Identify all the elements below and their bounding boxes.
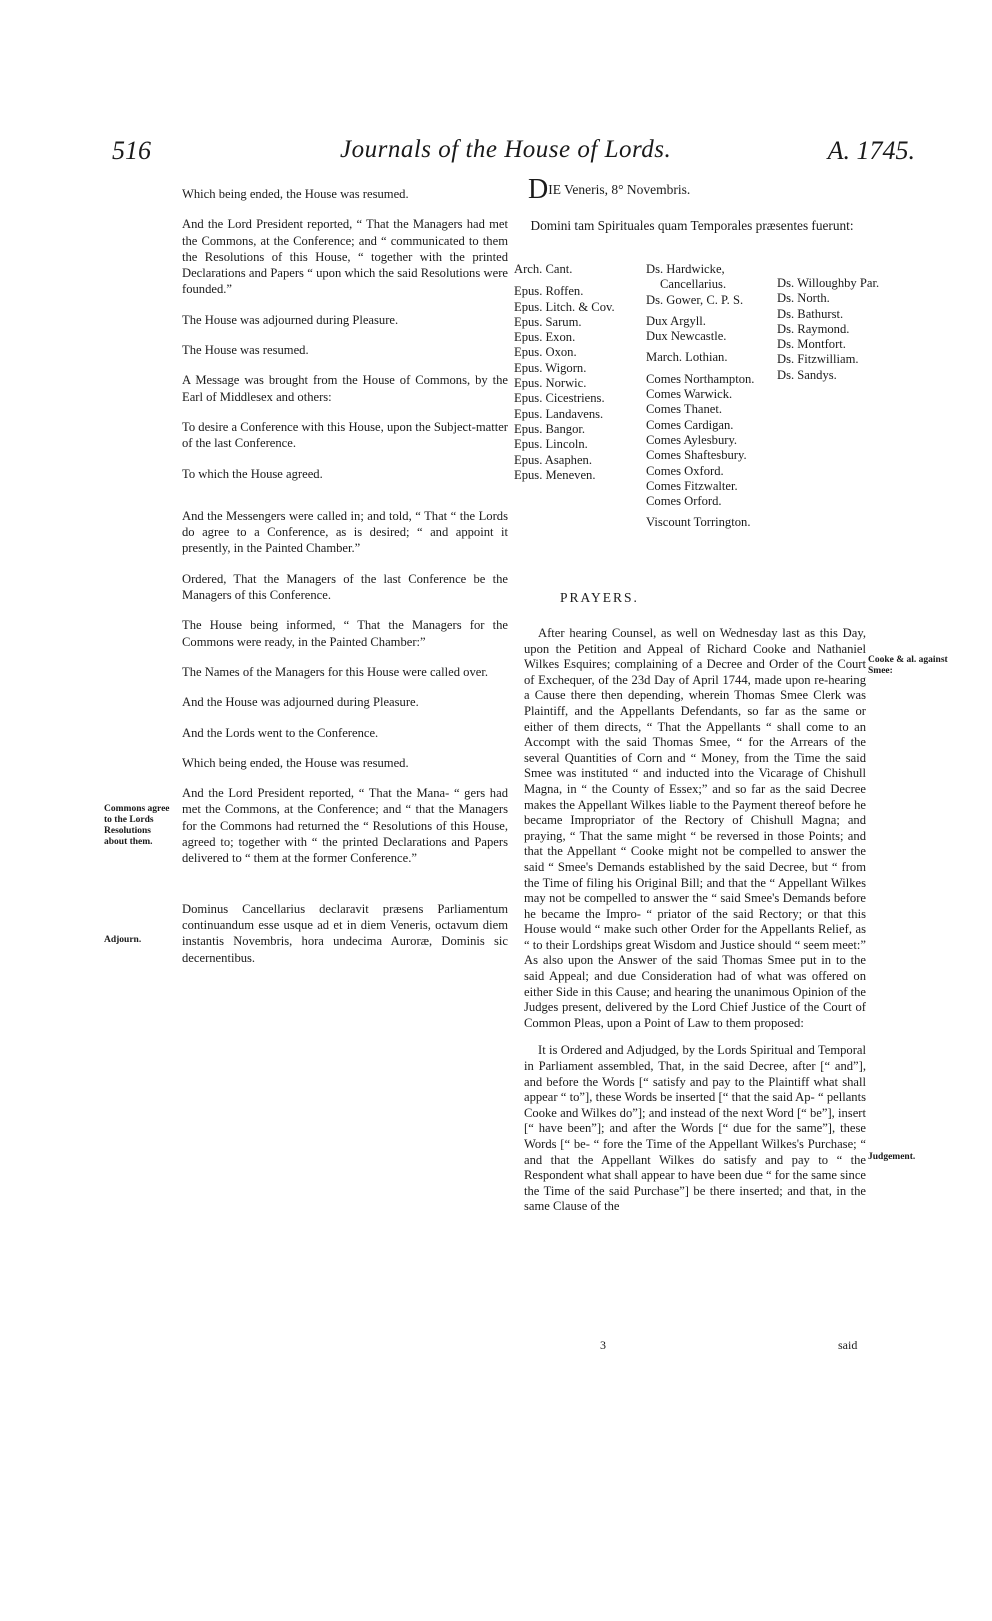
- margin-note-judgement: Judgement.: [868, 1152, 916, 1162]
- left-paragraph: A Message was brought from the House of Commons, by the Earl of Middlesex and others:: [182, 373, 508, 404]
- left-paragraph: The House was resumed.: [182, 343, 309, 358]
- lord-entry: Epus. Norwic.: [514, 376, 587, 391]
- lord-entry: Viscount Torrington.: [646, 515, 751, 530]
- left-paragraph: Dominus Cancellarius declaravit præsens Parliamentum continuandum esse usque ad et in diem Veneris, octavum diem instantis Novembris, hora undecima Auroræ, Dominis sic decernentibus.: [182, 901, 508, 965]
- left-paragraph: To desire a Conference with this House, upon the Subject-matter of the last Conference.: [182, 419, 508, 451]
- lord-entry: Comes Warwick.: [646, 387, 733, 402]
- left-paragraph: Which being ended, the House was resumed.: [182, 755, 409, 770]
- lord-entry: Epus. Landavens.: [514, 406, 604, 421]
- lord-entry: Ds. North.: [777, 291, 830, 306]
- margin-note-cooke: Cooke & al. against Smee:: [868, 655, 948, 676]
- left-paragraph: Which being ended, the House was resumed.: [182, 187, 409, 201]
- catchword: said: [838, 1338, 858, 1352]
- date-dropcap: D: [528, 174, 549, 205]
- right-column-body: [524, 626, 866, 1227]
- lord-entry: Epus. Lincoln.: [514, 437, 588, 452]
- lord-entry: Comes Shaftesbury.: [646, 448, 747, 463]
- lord-entry: Comes Orford.: [646, 494, 722, 509]
- left-paragraph: And the Messengers were called in; and told, “ That “ the Lords do agree to a Conference, as is desired; “ and appoint it presently, in the Painted Chamber.”: [182, 508, 508, 556]
- left-column: [182, 186, 508, 980]
- left-paragraph: And the Lord President reported, “ That the Managers had met the Commons, at the Conference; and “ communicated to them the Resolutions of this House, “ together with the printed Declarations and Papers “ upon which the said Resolutions were founded.”: [182, 217, 508, 297]
- margin-note-commons: Commons agree to the Lords Resolutions about them.: [104, 804, 170, 847]
- running-header: [100, 136, 915, 176]
- lord-entry: Epus. Asaphen.: [514, 452, 593, 467]
- lord-entry: Dux Argyll.: [646, 313, 706, 328]
- lord-entry: Epus. Roffen.: [514, 284, 584, 299]
- left-paragraph: And the Lord President reported, “ That the Mana- “ gers had met the Commons, at the Conference; and “ that the Managers for the Commons had returned the “ Resolutions of this House, agreed to; together with “ the printed Declarations and Papers delivered to “ them at the former Conference.”: [182, 786, 508, 866]
- left-paragraph: To which the House agreed.: [182, 466, 323, 481]
- lord-entry: Epus. Litch. & Cov.: [514, 299, 615, 314]
- lord-entry: March. Lothian.: [646, 350, 728, 365]
- appeal-paragraph: After hearing Counsel, as well on Wednesday last as this Day, upon the Petition and Appeal of Richard Cooke and Nathaniel Wilkes Esquires; complaining of a Decree and Order of the Court of Exchequer, of the 23d Day of April 1744, made upon re-hearing a Cause there then depending, wherein Thomas Smee Clerk was Plaintiff, and the Appellants Defendants, so far as the same or either of them directs, “ That the Appellants “ shall come to an Accompt with the said Thomas Smee, “ for the Arrears of the several Quantities of Corn and “ Money, from the Time the said Smee was instituted “ and inducted into the Vicarage of Chishull Magna, in “ the County of Essex;” and so far as the said Decree makes the Appellant Wilkes liable to the Payment thereof before he became Impropriator of the Rectory of Chishull Magna; and praying, “ That the same might “ be reversed in those Points; and that the Appellant “ Cooke might not be compelled to answer the said “ Smee's Demands established by the said Decree, but “ from the Time of filing his Original Bill; and that the “ Appellant Wilkes may not be compelled to answer the “ said Smee's Demands before he became the Impro- “ priator of the said Rectory; or that this House would “ make such other Order for the Appellants Relief, as “ to their Lordships great Wisdom and Justice should “ seem meet:” As also upon the Answer of the said Thomas Smee put in to the said Appeal; and due Consideration had of what was offered on either Side in this Cause; and hearing the unanimous Opinion of the Judges present, delivered by the Lord Chief Justice of the Court of Common Pleas, upon a Point of Law to them proposed:: [524, 626, 866, 1030]
- left-paragraph: The House was adjourned during Pleasure.: [182, 312, 399, 327]
- left-paragraph: And the House was adjourned during Pleasure.: [182, 695, 419, 710]
- judgement-paragraph: It is Ordered and Adjudged, by the Lords Spiritual and Temporal in Parliament assembled, That, in the said Decree, after [“ and”], and before the Words [“ satisfy and pay to the Plaintiff what shall appear “ to”], these Words be inserted [“ that the said Ap- “ pellants Cooke and Wilkes do”]; and instead of the next Word [“ be”], insert [“ have been”]; and after the Words [“ due for the same”], these Words [“ be- “ fore the Time of the Appellant Wilkes's Purchase; “ and that the Appellant Wilkes do satisfy and pay to “ the Respondent what shall appear to have been due “ for the same since the Time of the said Purchase”] be there inserted; and that, in the same Clause of the: [524, 1043, 867, 1214]
- lord-entry: Comes Thanet.: [646, 402, 723, 417]
- lord-entry: Ds. Gower, C. P. S.: [646, 292, 744, 307]
- lords-list-spiritual: [514, 262, 615, 483]
- lord-entry: Epus. Exon.: [514, 330, 576, 345]
- lord-entry: Comes Cardigan.: [646, 417, 734, 432]
- lord-entry: Comes Aylesbury.: [646, 432, 738, 447]
- lord-entry: Ds. Bathurst.: [777, 306, 844, 321]
- lord-entry: Ds. Willoughby Par.: [777, 276, 880, 290]
- lord-entry: Epus. Meneven.: [514, 467, 596, 482]
- lord-entry: Ds. Sandys.: [777, 367, 837, 382]
- session-date: [528, 176, 690, 204]
- lord-entry: Dux Newcastle.: [646, 329, 727, 344]
- lord-entry: Comes Northampton.: [646, 371, 755, 386]
- lord-entry: Comes Fitzwalter.: [646, 478, 738, 493]
- lord-entry: Epus. Bangor.: [514, 421, 586, 436]
- page-number: 516: [112, 136, 151, 165]
- signature-mark: 3: [600, 1338, 606, 1352]
- lords-list-barons: [777, 276, 879, 383]
- left-paragraph: The House being informed, “ That the Managers for the Commons were ready, in the Painted Chamber:”: [182, 618, 508, 649]
- lord-entry: Epus. Wigorn.: [514, 360, 587, 375]
- lords-list-temporal: [646, 262, 754, 531]
- lord-entry: Arch. Cant.: [514, 262, 573, 276]
- left-paragraph: Ordered, That the Managers of the last Conference be the Managers of this Conference.: [182, 571, 508, 603]
- lord-entry: Epus. Cicestriens.: [514, 391, 605, 406]
- prayers-heading: PRAYERS.: [560, 590, 639, 605]
- lord-entry: Ds. Fitzwilliam.: [777, 352, 859, 367]
- running-title: Journals of the House of Lords.: [340, 136, 672, 163]
- lord-entry: Epus. Sarum.: [514, 314, 582, 329]
- date-text: IE Veneris, 8° Novembris.: [548, 182, 691, 197]
- lord-entry: Ds. Montfort.: [777, 337, 846, 352]
- lord-entry: Ds. Hardwicke,: [646, 262, 725, 276]
- lord-entry: Comes Oxford.: [646, 463, 724, 478]
- running-year: A. 1745.: [827, 136, 915, 165]
- lord-entry: Epus. Oxon.: [514, 345, 577, 360]
- lords-present-heading: Domini tam Spirituales quam Temporales præsentes fuerunt:: [530, 218, 854, 233]
- lord-entry: Ds. Raymond.: [777, 321, 850, 336]
- left-paragraph: And the Lords went to the Conference.: [182, 725, 379, 740]
- lord-entry: Cancellarius.: [660, 277, 727, 292]
- left-paragraph: The Names of the Managers for this House were called over.: [182, 664, 488, 679]
- margin-note-adjourn: Adjourn.: [104, 935, 142, 945]
